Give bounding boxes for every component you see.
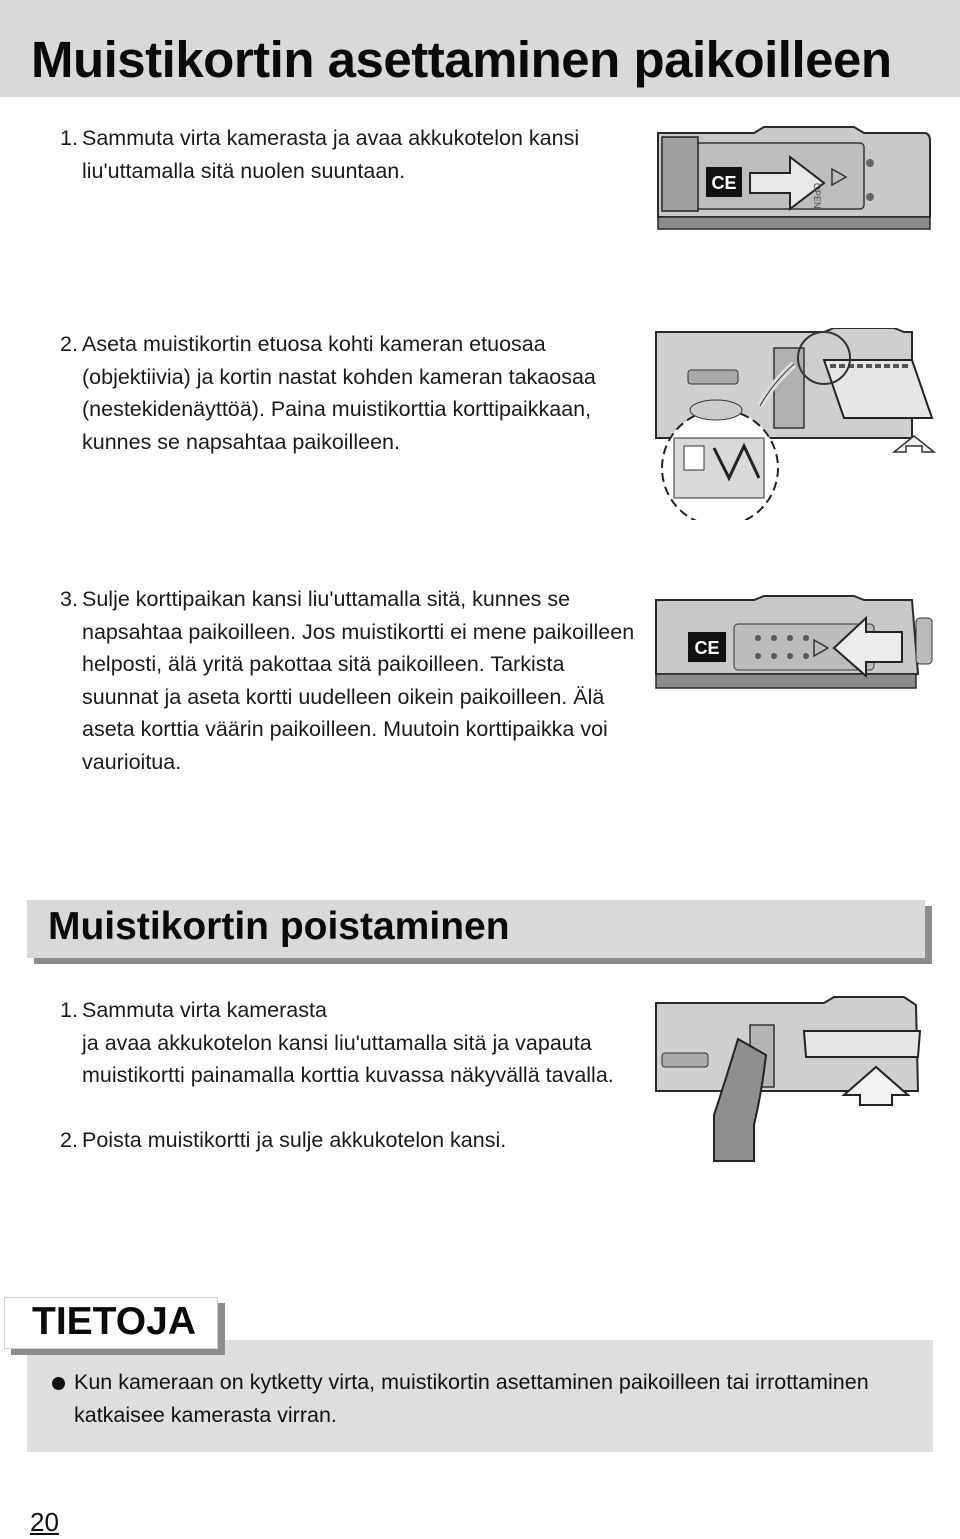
svg-text:CE: CE <box>694 638 720 658</box>
svg-text:CE: CE <box>711 173 737 193</box>
info-line: katkaisee kamerasta virran. <box>74 1402 337 1427</box>
insert-step-1 <box>60 122 620 192</box>
step-line: Sammuta virta kamerasta ja avaa akkukotelon kansi <box>82 126 580 150</box>
step-line: helposti, älä yritä pakottaa sitä paikoilleen. Tarkista <box>82 652 565 677</box>
step-line: (objektiivia) ja kortin nastat kohden kameran takaosaa <box>82 364 596 389</box>
camera-open-cover-illustration <box>654 125 932 235</box>
ce-mark-icon <box>688 632 726 662</box>
info-tab <box>4 1297 218 1349</box>
ce-mark-icon <box>706 167 742 197</box>
step-line: aseta korttia väärin paikoilleen. Muutoin korttipaikka voi <box>82 717 608 742</box>
step-line: vaurioitua. <box>82 749 182 774</box>
step-line: suunnat ja aseta kortti uudelleen oikein paikoilleen. Älä <box>82 684 605 709</box>
page-header <box>0 0 960 97</box>
cover-open-label: OPEN <box>812 183 822 209</box>
insert-step-3 <box>60 583 640 783</box>
step-number: 3. <box>60 587 78 611</box>
info-line: Kun kameraan on kytketty virta, muistikortin asettaminen paikoilleen tai irrottaminen <box>74 1370 869 1394</box>
page-title: Muistikortin asettaminen paikoilleen <box>31 31 892 88</box>
step-number: 2. <box>60 332 78 356</box>
insert-step-2 <box>60 328 620 463</box>
step-line: Sulje korttipaikan kansi liu'uttamalla sitä, kunnes se <box>82 587 571 611</box>
step-line: Poista muistikortti ja sulje akkukotelon kansi. <box>82 1128 507 1152</box>
remove-step-1 <box>60 994 640 1094</box>
step-line: ja avaa akkukotelon kansi liu'uttamalla sitä ja vapauta <box>82 1030 592 1055</box>
step-number: 2. <box>60 1128 78 1152</box>
step-line: muistikortti painamalla korttia kuvassa näkyvällä tavalla. <box>82 1063 614 1088</box>
camera-close-cover-illustration <box>654 594 936 698</box>
card-insert-illustration <box>654 328 936 520</box>
remove-section-header <box>27 900 925 958</box>
page-number: 20 <box>30 1507 59 1537</box>
step-line: liu'uttamalla sitä nuolen suuntaan. <box>82 158 406 183</box>
step-number: 1. <box>60 998 78 1022</box>
info-text <box>74 1366 869 1431</box>
step-line: kunnes se napsahtaa paikoilleen. <box>82 429 400 454</box>
step-line: napsahtaa paikoilleen. Jos muistikortti ei mene paikoilleen <box>82 619 635 644</box>
step-line: Sammuta virta kamerasta <box>82 998 327 1022</box>
step-line: (nestekidenäyttöä). Paina muistikorttia korttipaikkaan, <box>82 397 592 422</box>
info-title: TIETOJA <box>32 1300 196 1343</box>
card-remove-illustration <box>654 995 924 1167</box>
step-line: Aseta muistikortin etuosa kohti kameran etuosaa <box>82 332 546 356</box>
remove-section-title: Muistikortin poistaminen <box>48 905 510 948</box>
remove-step-2 <box>60 1124 620 1158</box>
step-number: 1. <box>60 126 78 150</box>
bullet-icon <box>52 1377 65 1390</box>
